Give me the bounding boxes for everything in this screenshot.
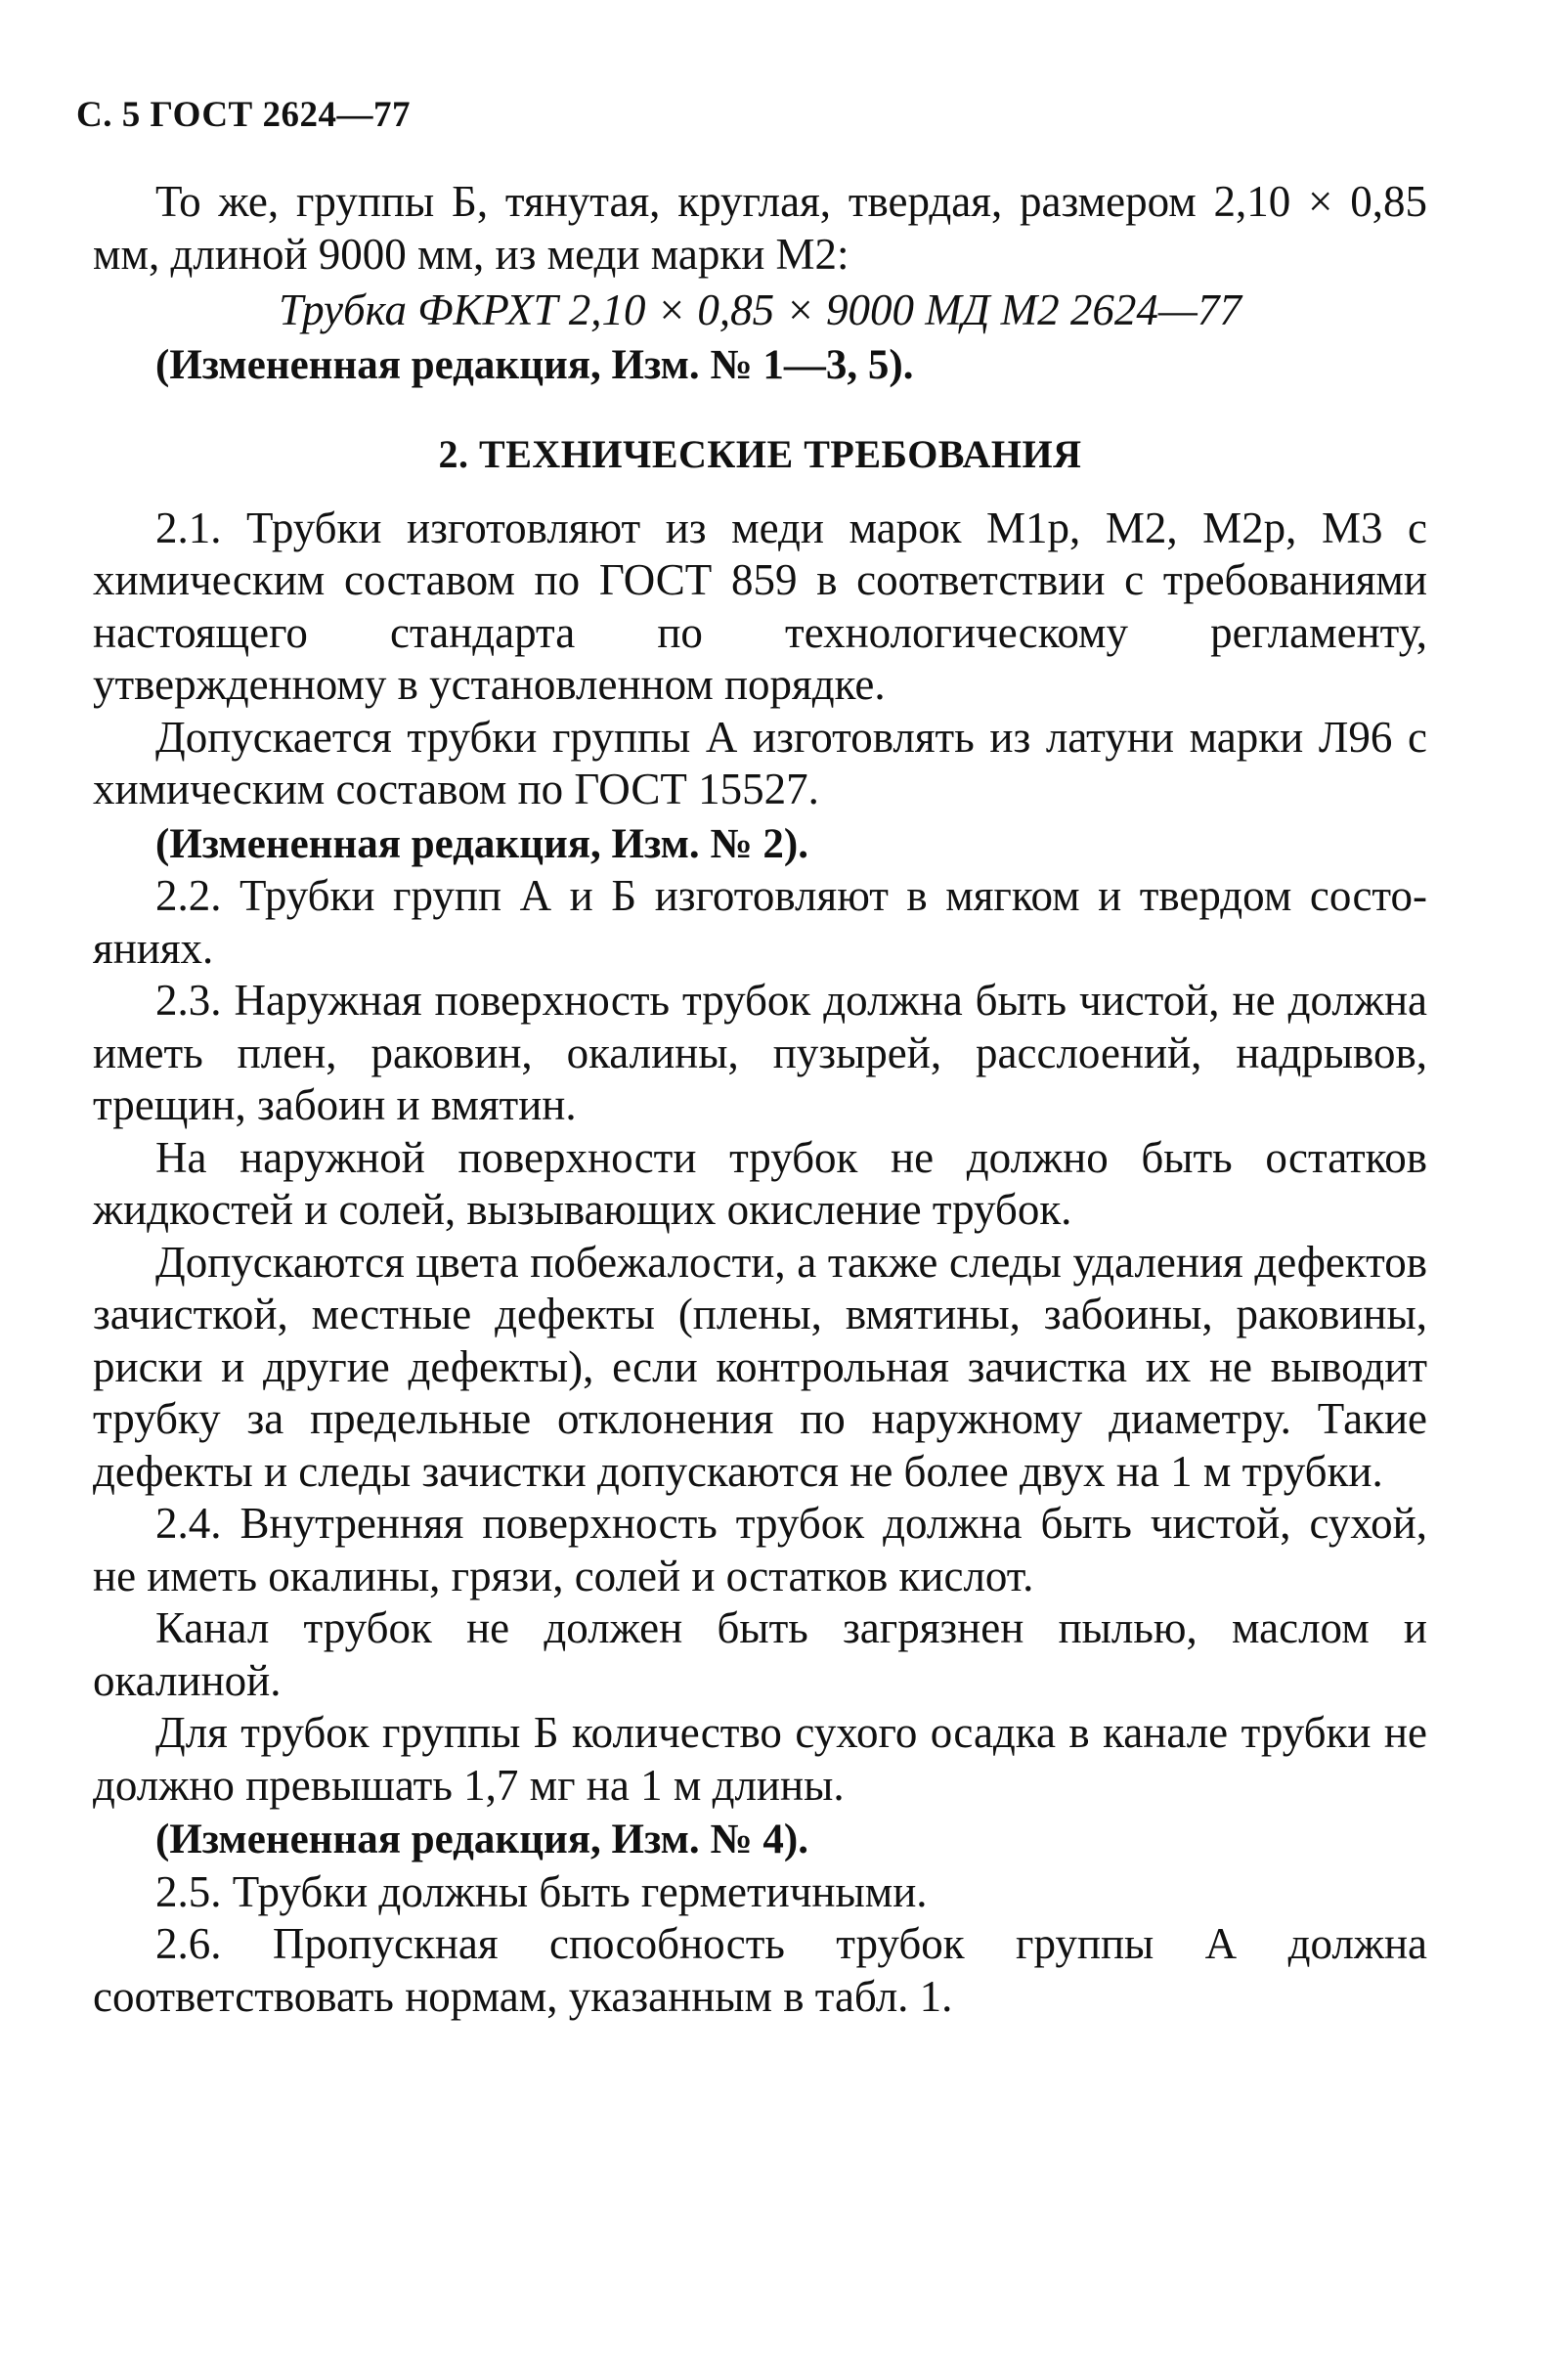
page-header: С. 5 ГОСТ 2624—77 [76,95,411,135]
clause-2-4-paragraph: Канал трубок не должен быть загрязнен пылью, маслом и окалиной. [93,1603,1427,1705]
example-text: То же, группы Б, тянутая, круглая, твердая, размером 2,10 × 0,85 мм, длиной 9000 мм, из меди марки М2: [93,177,1427,279]
clause-2-6: 2.6. Пропускная способность трубок группы А должна соответствовать нормам, указанным в табл. 1. [93,1919,1427,2021]
clause-2-1: 2.1. Трубки изготовляют из меди марок М1р, М2, М2р, М3 с химическим составом по ГОСТ 859 в соответствии с требованиями настоящего стандарта по технологическому регламенту, утвержденному в установленном порядке. [93,503,1427,709]
amendment-note: (Измененная редакция, Изм. № 1—3, 5). [155,341,914,388]
clause-2-4-paragraph: Для трубок группы Б количество сухого осадка в канале трубки не должно превышать 1,7 мг на 1 м длины. [93,1708,1427,1810]
clause-2-1-paragraph: Допускается трубки группы А изготовлять из латуни марки Л96 с химическим составом по ГОСТ 15527. [93,712,1427,813]
amendment-note: (Измененная редакция, Изм. № 2). [155,820,808,867]
designation-formula: Трубка ФКРХТ 2,10 × 0,85 × 9000 МД М2 2624—77 [279,285,1241,334]
amendment-note: (Измененная редакция, Изм. № 4). [155,1817,808,1862]
section-title: 2. ТЕХНИЧЕСКИЕ ТРЕБОВАНИЯ [438,432,1082,476]
clause-2-5: 2.5. Трубки должны быть герметичными. [155,1866,928,1916]
page-body [93,176,1427,2023]
clause-2-2: 2.2. Трубки групп А и Б изготовляют в мягком и твердом состояниях. [93,871,1427,973]
clause-2-3-paragraph: Допускаются цвета побежалости, а также следы удаления дефектов зачисткой, местные дефекты (плены, вмятины, забоины, раковины, риски и другие дефекты), если контрольная зачистка их не выводит трубку за предельные отклонения по наружному диаметру. Такие дефекты и следы зачистки допускаются не более двух на 1 м трубки. [93,1237,1427,1496]
clause-2-3-paragraph: На наружной поверхности трубок не должно быть остатков жидкостей и солей, вызывающих окисление трубок. [93,1132,1427,1234]
clause-2-3: 2.3. Наружная поверхность трубок должна быть чистой, не должна иметь плен, раковин, окалины, пузырей, расслоений, надрывов, трещин, забоин и вмятин. [93,976,1427,1129]
clause-2-4: 2.4. Внутренняя поверхность трубок должна быть чистой, сухой, не иметь окалины, грязи, солей и остатков кислот. [93,1499,1427,1600]
